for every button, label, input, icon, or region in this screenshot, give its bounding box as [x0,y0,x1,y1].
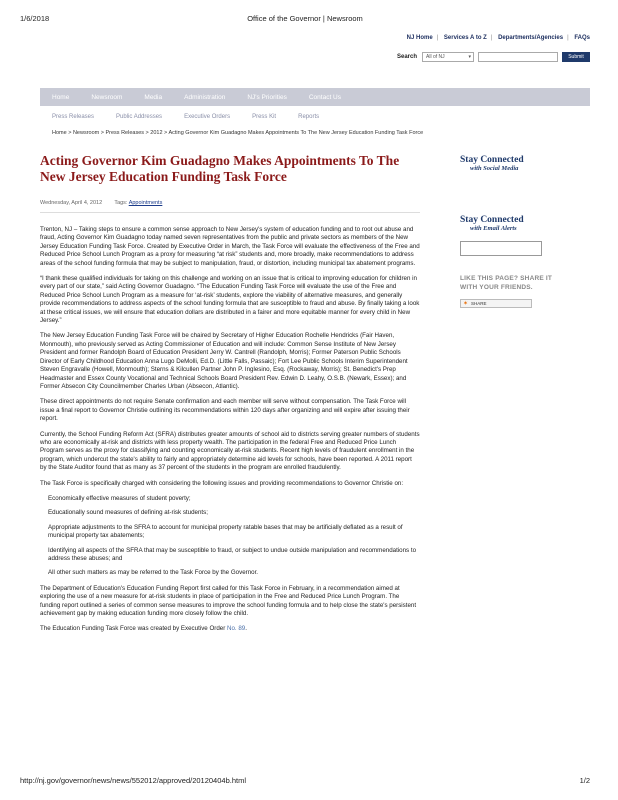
stay-connected-email-title: Stay Connected [460,215,524,225]
search-submit-button[interactable]: Submit [562,52,590,62]
print-page-number: 1/2 [579,776,590,785]
email-alerts-link[interactable]: with Email Alerts [470,225,517,232]
article-date: Wednesday, April 4, 2012 [40,200,103,206]
stay-connected-title: Stay Connected [460,155,524,165]
search-bar [397,51,590,63]
charge-list [48,495,420,578]
nav-priorities[interactable]: NJ's Priorities [247,93,287,101]
util-link-faqs[interactable]: FAQs [574,35,590,41]
paragraph-4: These direct appointments do not require Senate confirmation and each member will serve without compensation. The Task Force will issue a final report to Governor Christie outlining its recommendations within 120 days after organizing and will expire after issuing their report. [40,398,410,423]
article-meta [40,200,162,206]
list-item: Identifying all aspects of the SFRA that may be susceptible to fraud, or subject to undue outside manipulation and recommendations to address these abuses; and [48,546,417,562]
social-media-link[interactable]: with Social Media [470,165,519,172]
paragraph-6: The Task Force is specifically charged with considering the following issues and providing recommendations to Governor Christie on: [40,479,404,487]
subnav-press-kit[interactable]: Press Kit [252,114,277,120]
list-item: Educationally sound measures of defining at-risk students; [48,509,208,517]
nav-administration[interactable]: Administration [184,93,226,101]
utility-links: NJ Home | Services A to Z | Departments/Agencies | FAQs [406,35,590,41]
nav-media[interactable]: Media [144,93,163,101]
email-alerts-input[interactable] [460,241,542,256]
paragraph-8-text: The Education Funding Task Force was created by Executive Order [40,625,227,633]
subnav-press-releases[interactable]: Press Releases [52,114,95,120]
subnav-public-addresses[interactable]: Public Addresses [116,114,163,120]
search-scope-value: All of NJ [426,54,445,60]
breadcrumb[interactable]: Home > Newsroom > Press Releases > 2012 > Acting Governor Kim Guadagno Makes Appointments To The New Jersey Education Funding Task Force [52,130,424,136]
subnav-reports[interactable]: Reports [298,114,320,120]
nav-home[interactable]: Home [52,93,70,101]
print-date: 1/6/2018 [20,14,50,23]
sub-nav [40,110,590,124]
nav-newsroom[interactable]: Newsroom [91,93,123,101]
social-media-block[interactable] [460,155,590,172]
executive-order-link[interactable]: No. 89 [226,625,246,633]
list-item: Appropriate adjustments to the SFRA to account for municipal property ratable bases that may be artificially deflated as a result of municipal property tax abatements; [48,523,403,540]
paragraph-7: The Department of Education's Education Funding Report first called for this Task Force in February, in a recommendation aimed at exploring the use of a new measure for at-risk students in place of participation in the Free and Reduced Price Lunch Program. The funding report outlined a series of common sense measures to improve the school funding formula and to help close the state's persistent achievement gap by making education funding more closely follow the child. [40,584,417,618]
paragraph-8 [40,625,420,633]
sidebar [460,155,590,307]
util-link-departments[interactable]: Departments/Agencies [498,35,564,41]
search-input[interactable] [478,52,558,62]
search-label: Search [396,54,417,60]
share-button[interactable] [460,299,532,308]
subnav-executive-orders[interactable]: Executive Orders [184,114,231,120]
share-icon: ✶ [463,301,469,307]
paragraph-5: Currently, the School Funding Reform Act (SFRA) distributes greater amounts of school aid to districts serving greater numbers of students who are economically at-risk and districts with less property wealth. The participation in the federal Free and Reduced Price Lunch Program serves as the proxy for classifying and counting economically at-risk students. Recent high levels of fraudulent enrollment in the program, which undercut the state's ability to fairly and appropriately determine aid levels for schools, have been reported. A 2011 report by the State Auditor found that as many as 37 percent of the students in the program are enrolled fraudulently. [40,430,420,472]
print-header [20,14,590,26]
print-url: http://nj.gov/governor/news/news/552012/approved/20120404b.html [20,776,246,785]
print-footer [20,776,590,788]
article-body [40,226,420,641]
paragraph-1: Trenton, NJ – Taking steps to ensure a common sense approach to New Jersey's system of education funding and to root out abuse and fraud, Acting Governor Kim Guadagno today named seven representatives from the public and private sectors as members of the New Jersey Education Funding Task Force. Created by Executive Order in March, the Task Force will evaluate the effectiveness of the Free and Reduced Price School Lunch Program as a proxy for measuring “at risk” students and, more broadly, make recommendations to address areas of the school funding formula that may be subject to manipulation, fraud, or distortion, including municipal tax abatement programs. [40,226,420,267]
tag-link-appointments[interactable]: Appointments [128,200,163,206]
util-link-nj-home[interactable]: NJ Home [406,35,433,41]
paragraph-8-end: . [245,625,247,633]
print-title: Office of the Governor | Newsroom [247,14,363,23]
share-label: SHARE [471,301,487,306]
search-scope-select[interactable] [422,52,474,62]
share-prompt: LIKE THIS PAGE? SHARE IT WITH YOUR FRIENDS. [460,275,553,291]
paragraph-3: The New Jersey Education Funding Task Force will be chaired by Secretary of Higher Education Rochelle Hendricks (Fair Haven, Monmouth), who previously served as Acting Commissioner of Education and will include: Common Sense Institute of New Jersey President and former Randolph Board of Education President Jerry W. Cantrell (Randolph, Morris); Former Paterson Public Schools Director of Early Childhood Education Anna Lugo DeMolli, Ed.D. (Little Falls, Passaic); Fort Lee Public Schools Interim Superintendent Steven Engravalle (Howell, Monmouth); Sterns & Kilcullen Partner John P. Inglesino, Esq. (Rockaway, Morris); St. Benedict's Prep Headmaster and Essex County Vocational and Technical Schools Board President Rev. Edwin D. Leahy, O.S.B. (Newark, Essex); and Former Absecon City Councilmember Charles Urban (Absecon, Atlantic). [40,332,408,390]
list-item: Economically effective measures of student poverty; [48,494,191,502]
paragraph-2: “I thank these qualified individuals for taking on this challenge and working on an issue that is critical to improving education for children in every part of our state,” said Acting Governor Guadagno. “The Education Funding Task Force will evaluate the use of the Free and Reduced Price School Lunch Program as a measure for ‘at-risk’ students, explore the viability of alternative measures, and generally provide recommendations to address aspects of the school funding formula that are susceptible to fraud and abuse. By finally taking a look at these critical issues, we will ensure that education dollars are distributed in a fairer and more equitable manner for every child in New Jersey.” [40,275,420,325]
article-headline: Acting Governor Kim Guadagno Makes Appointments To The New Jersey Education Funding Task Force [40,153,400,184]
main-nav [40,88,590,106]
meta-divider [40,212,420,213]
email-alerts-block [460,215,524,232]
chevron-down-icon: ▾ [468,54,471,60]
nav-contact[interactable]: Contact Us [308,93,341,101]
list-item: All other such matters as may be referred to the Task Force by the Governor. [48,569,259,577]
tags-label: Tags: [114,200,128,206]
util-link-services[interactable]: Services A to Z [443,35,487,41]
